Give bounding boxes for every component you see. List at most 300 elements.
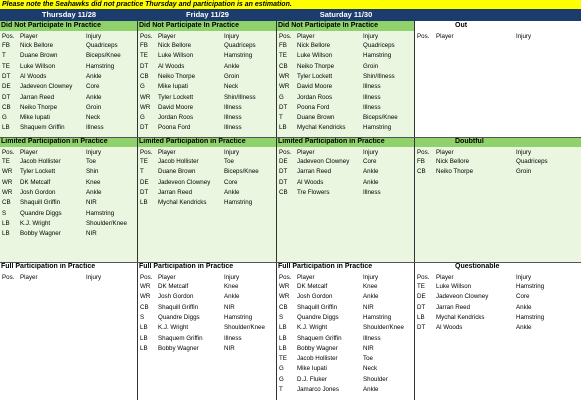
player-name: Jamarco Jones (297, 386, 339, 393)
player-injury: Hamstring (224, 52, 253, 60)
table-row (277, 344, 415, 354)
player-position: CB (279, 303, 288, 311)
player-injury: Ankle (86, 188, 102, 196)
day-header (0, 9, 581, 21)
section-title: Questionable (415, 262, 581, 272)
player-name: Josh Gordon (297, 293, 333, 301)
player-name: Duane Brown (20, 52, 58, 60)
player-name: Neiko Thorpe (297, 62, 335, 70)
player-injury: Hamstring (516, 283, 545, 290)
player-name: Quandre Diggs (20, 209, 62, 217)
player-position: WR (2, 188, 13, 196)
header-pos: Pos. (417, 274, 430, 281)
player-injury: NIR (224, 303, 235, 311)
player-injury: Quadriceps (363, 42, 395, 49)
player-injury: Neck (86, 114, 101, 122)
player-injury: Hamstring (224, 199, 253, 207)
player-position: LB (140, 334, 148, 342)
player-position: WR (140, 293, 151, 301)
table-row (277, 41, 415, 51)
player-name: Nick Bellore (158, 42, 192, 49)
player-name: DK Metcalf (20, 178, 51, 186)
player-injury: Toe (224, 158, 234, 165)
table-row (138, 178, 277, 188)
player-position: FB (279, 42, 287, 49)
player-name: Jacob Hollister (158, 158, 199, 165)
player-position: WR (2, 168, 13, 176)
player-injury: Shin/Illness (363, 72, 395, 80)
table-row (277, 82, 415, 92)
player-position: TE (417, 283, 425, 290)
player-position: WR (279, 83, 290, 91)
player-position: T (279, 386, 283, 393)
player-name: Jadeveon Clowney (297, 158, 350, 165)
player-name: Luke Willson (158, 52, 194, 60)
player-injury: NIR (363, 303, 374, 311)
player-name: Luke Willson (436, 283, 472, 290)
player-position: G (140, 83, 145, 91)
player-injury: Ankle (86, 72, 102, 80)
player-name: Jadeveon Clowney (158, 178, 211, 186)
player-injury: Biceps/Knee (224, 168, 259, 176)
table-row (277, 354, 415, 364)
table-row (0, 113, 138, 123)
player-name: Jadeveon Clowney (20, 83, 73, 91)
player-position: WR (140, 93, 151, 101)
header-pos: Pos. (279, 274, 292, 281)
table-row (138, 303, 277, 313)
header-injury: Injury (86, 149, 102, 156)
table-row (138, 282, 277, 292)
column-headers (0, 148, 138, 157)
player-position: LB (279, 344, 287, 352)
player-name: Mike Iupati (297, 365, 327, 373)
table-row (0, 72, 138, 82)
header-injury: Injury (86, 274, 102, 281)
column-divider (137, 21, 138, 400)
header-injury: Injury (363, 33, 379, 40)
table-row (415, 323, 581, 333)
section-title: Doubtful (415, 137, 581, 147)
day-thursday: Thursday 11/28 (41, 10, 97, 19)
header-injury: Injury (516, 149, 532, 156)
player-position: S (2, 209, 7, 217)
header-player: Player (297, 33, 315, 40)
header-player: Player (20, 149, 38, 156)
player-position: CB (417, 168, 426, 176)
player-name: Quandre Diggs (297, 313, 339, 321)
table-row (277, 178, 415, 188)
player-name: Tyler Lockett (20, 168, 56, 176)
player-position: G (279, 93, 284, 101)
column-headers (415, 148, 581, 157)
player-injury: Core (363, 158, 377, 165)
section-title: Full Participation in Practice (277, 262, 415, 272)
player-position: CB (279, 62, 288, 70)
player-position: DT (279, 103, 288, 111)
player-position: DE (417, 293, 426, 301)
player-position: CB (140, 303, 149, 311)
header-pos: Pos. (279, 33, 292, 40)
player-position: DE (279, 158, 288, 165)
player-position: DT (417, 303, 426, 311)
table-row (277, 167, 415, 177)
player-position: WR (279, 72, 290, 80)
header-pos: Pos. (2, 274, 15, 281)
table-row (138, 41, 277, 51)
table-row (277, 123, 415, 133)
player-position: LB (140, 324, 148, 332)
player-position: T (140, 168, 144, 176)
player-name: David Moore (297, 83, 333, 91)
table-row (415, 282, 581, 292)
player-position: G (279, 375, 284, 383)
table-row (277, 157, 415, 167)
player-name: Bobby Wagner (297, 344, 338, 352)
player-position: DE (140, 178, 149, 186)
table-row (277, 103, 415, 113)
player-injury: Quadriceps (224, 42, 256, 49)
player-name: Jadeveon Clowney (436, 293, 489, 301)
player-position: DE (2, 83, 11, 91)
player-position: T (2, 52, 6, 60)
player-position: G (279, 365, 284, 373)
header-pos: Pos. (417, 33, 430, 40)
player-position: CB (140, 72, 149, 80)
table-row (138, 113, 277, 123)
player-name: Josh Gordon (158, 293, 194, 301)
player-name: Mike Iupati (20, 114, 50, 122)
section-title: Did Not Participate In Practice (277, 21, 415, 31)
table-row (0, 103, 138, 113)
player-position: DT (140, 62, 149, 70)
player-name: Shaquill Griffin (297, 303, 338, 311)
player-name: Jarran Reed (436, 303, 471, 311)
column-headers (0, 273, 138, 282)
player-name: Tyler Lockett (297, 72, 333, 80)
header-player: Player (158, 149, 176, 156)
player-name: Nick Bellore (20, 42, 54, 49)
header-pos: Pos. (417, 149, 430, 156)
player-name: Mike Iupati (158, 83, 188, 91)
column-headers (415, 32, 581, 41)
player-injury: Groin (224, 72, 240, 80)
table-row (277, 385, 415, 395)
player-position: LB (2, 230, 10, 238)
column-headers (138, 148, 277, 157)
table-row (277, 364, 415, 374)
player-name: Duane Brown (158, 168, 196, 176)
player-injury: Ankle (363, 386, 379, 393)
player-position: LB (140, 199, 148, 207)
player-injury: Hamstring (224, 313, 253, 321)
player-injury: Quadriceps (86, 42, 118, 49)
header-injury: Injury (86, 33, 102, 40)
table-row (0, 93, 138, 103)
table-row (0, 188, 138, 198)
player-name: Jordan Roos (158, 114, 194, 122)
player-position: LB (279, 124, 287, 132)
header-injury: Injury (363, 149, 379, 156)
player-injury: Ankle (86, 93, 102, 101)
player-injury: Groin (86, 103, 102, 111)
player-injury: Shoulder/Knee (224, 324, 265, 332)
player-injury: NIR (86, 199, 97, 207)
player-injury: Shoulder (363, 375, 388, 383)
player-position: WR (140, 283, 151, 290)
table-row (277, 72, 415, 82)
player-name: Duane Brown (297, 114, 335, 122)
player-name: Shaquem Griffin (297, 334, 342, 342)
player-position: DT (417, 324, 426, 332)
table-row (138, 334, 277, 344)
player-name: DK Metcalf (158, 283, 189, 290)
table-row (0, 157, 138, 167)
player-injury: Illness (363, 103, 381, 111)
player-injury: Hamstring (86, 209, 115, 217)
player-injury: Illness (224, 114, 242, 122)
header-player: Player (158, 274, 176, 281)
player-injury: Ankle (363, 168, 379, 176)
player-name: Mychal Kendricks (158, 199, 207, 207)
player-position: WR (279, 293, 290, 301)
table-row (0, 41, 138, 51)
header-player: Player (20, 33, 38, 40)
player-injury: Shoulder/Knee (86, 219, 127, 227)
header-pos: Pos. (140, 274, 153, 281)
table-row (277, 113, 415, 123)
table-row (138, 313, 277, 323)
player-position: DT (279, 168, 288, 176)
table-row (0, 219, 138, 229)
player-position: DT (279, 178, 288, 186)
player-injury: Ankle (363, 178, 379, 186)
table-row (138, 51, 277, 61)
player-position: LB (279, 324, 287, 332)
section-title: Limited Participation in Practice (0, 137, 138, 147)
player-injury: Illness (363, 188, 381, 196)
player-position: WR (279, 283, 290, 290)
table-row (415, 292, 581, 302)
table-row (415, 303, 581, 313)
table-row (138, 103, 277, 113)
table-row (415, 313, 581, 323)
player-injury: Core (516, 293, 530, 301)
player-name: K.J. Wright (297, 324, 328, 332)
player-injury: NIR (363, 344, 374, 352)
player-position: WR (140, 103, 151, 111)
player-name: Bobby Wagner (158, 344, 199, 352)
player-position: CB (279, 188, 288, 196)
table-row (138, 292, 277, 302)
player-position: LB (2, 124, 10, 132)
player-name: Luke Willson (297, 52, 333, 60)
header-pos: Pos. (140, 33, 153, 40)
header-player: Player (297, 149, 315, 156)
player-injury: Quadriceps (516, 158, 548, 165)
column-headers (277, 32, 415, 41)
player-position: TE (2, 158, 10, 165)
header-player: Player (436, 149, 454, 156)
column-headers (0, 32, 138, 41)
table-row (138, 323, 277, 333)
player-name: Bobby Wagner (20, 230, 61, 238)
player-injury: Illness (363, 83, 381, 91)
table-row (0, 51, 138, 61)
day-friday: Friday 11/29 (186, 10, 229, 19)
header-player: Player (158, 33, 176, 40)
player-name: DK Metcalf (297, 283, 328, 290)
section-title: Full Participation in Practice (0, 262, 138, 272)
player-injury: Biceps/Knee (363, 114, 398, 122)
player-injury: Illness (363, 334, 381, 342)
header-injury: Injury (516, 33, 532, 40)
player-name: Mychal Kendricks (436, 313, 485, 321)
player-name: Mychal Kendricks (297, 124, 346, 132)
player-name: Al Woods (436, 324, 463, 332)
header-player: Player (436, 33, 454, 40)
player-position: G (2, 114, 7, 122)
table-row (138, 157, 277, 167)
header-injury: Injury (516, 274, 532, 281)
player-position: FB (140, 42, 148, 49)
player-position: G (140, 114, 145, 122)
player-name: Neiko Thorpe (436, 168, 474, 176)
table-row (415, 167, 581, 177)
player-injury: Neck (363, 365, 378, 373)
table-row (277, 188, 415, 198)
header-pos: Pos. (2, 149, 15, 156)
section-title: Full Participation in Practice (138, 262, 277, 272)
player-name: K.J. Wright (20, 219, 51, 227)
table-row (138, 93, 277, 103)
player-name: Shaquill Griffin (20, 199, 61, 207)
section-title: Limited Participation in Practice (277, 137, 415, 147)
table-row (138, 344, 277, 354)
player-name: Neiko Thorpe (20, 103, 58, 111)
table-row (277, 334, 415, 344)
table-row (138, 82, 277, 92)
player-name: Al Woods (158, 62, 185, 70)
player-injury: NIR (86, 230, 97, 238)
player-position: DT (140, 188, 149, 196)
player-name: Jacob Hollister (297, 355, 338, 363)
player-name: Nick Bellore (436, 158, 470, 165)
player-position: CB (2, 199, 11, 207)
table-row (277, 303, 415, 313)
player-injury: Ankle (224, 188, 240, 196)
player-name: Jarran Reed (158, 188, 193, 196)
player-position: LB (140, 344, 148, 352)
table-row (277, 51, 415, 61)
header-injury: Injury (224, 274, 240, 281)
table-row (0, 178, 138, 188)
player-position: TE (279, 52, 287, 60)
table-row (138, 62, 277, 72)
player-name: Shaquem Griffin (158, 334, 203, 342)
table-row (277, 313, 415, 323)
player-position: FB (417, 158, 425, 165)
player-injury: Hamstring (516, 313, 545, 321)
header-player: Player (20, 274, 38, 281)
table-row (138, 198, 277, 208)
table-row (0, 167, 138, 177)
player-name: Poona Ford (297, 103, 330, 111)
player-name: Poona Ford (158, 124, 191, 132)
notice-banner: Please note the Seahawks did not practice Thursday and participation is an estimation. (0, 0, 581, 9)
player-injury: Ankle (224, 293, 240, 301)
player-injury: Neck (224, 83, 239, 91)
player-name: Josh Gordon (20, 188, 56, 196)
player-name: David Moore (158, 103, 194, 111)
column-divider (276, 21, 277, 400)
table-row (138, 167, 277, 177)
player-name: Jarran Reed (20, 93, 55, 101)
table-row (415, 157, 581, 167)
section-title: Did Not Participate In Practice (0, 21, 138, 31)
player-injury: Core (224, 178, 238, 186)
player-position: LB (279, 334, 287, 342)
player-injury: Core (86, 83, 100, 91)
player-injury: Ankle (363, 293, 379, 301)
player-injury: Illness (224, 124, 242, 132)
player-injury: Illness (224, 334, 242, 342)
table-row (0, 82, 138, 92)
player-name: Shaquem Griffin (20, 124, 65, 132)
table-row (138, 72, 277, 82)
player-position: CB (2, 103, 11, 111)
header-injury: Injury (224, 149, 240, 156)
player-injury: Toe (363, 355, 373, 363)
player-injury: Illness (224, 103, 242, 111)
player-position: LB (2, 219, 10, 227)
player-injury: Ankle (224, 62, 240, 70)
header-injury: Injury (224, 33, 240, 40)
player-injury: NIR (224, 344, 235, 352)
player-name: Tre Flowers (297, 188, 330, 196)
table-row (0, 198, 138, 208)
player-injury: Groin (516, 168, 532, 176)
table-row (277, 323, 415, 333)
player-position: S (140, 313, 145, 321)
player-injury: Illness (363, 93, 381, 101)
player-injury: Biceps/Knee (86, 52, 121, 60)
player-injury: Groin (363, 62, 379, 70)
injury-report-grid (0, 21, 581, 400)
header-player: Player (297, 274, 315, 281)
table-row (0, 123, 138, 133)
player-injury: Hamstring (363, 52, 392, 60)
player-name: Nick Bellore (297, 42, 331, 49)
player-injury: Ankle (516, 303, 532, 311)
player-name: Tyler Lockett (158, 93, 194, 101)
column-headers (138, 273, 277, 282)
table-row (138, 188, 277, 198)
player-position: TE (279, 355, 287, 363)
player-injury: Shin (86, 168, 99, 176)
column-divider (414, 21, 415, 400)
player-name: Jacob Hollister (20, 158, 61, 165)
table-row (0, 62, 138, 72)
player-position: DT (2, 93, 11, 101)
player-name: Shaquill Griffin (158, 303, 199, 311)
player-position: S (279, 313, 284, 321)
section-title: Out (415, 21, 581, 31)
header-player: Player (436, 274, 454, 281)
column-headers (277, 148, 415, 157)
player-injury: Illness (86, 124, 104, 132)
player-name: Jordan Roos (297, 93, 333, 101)
